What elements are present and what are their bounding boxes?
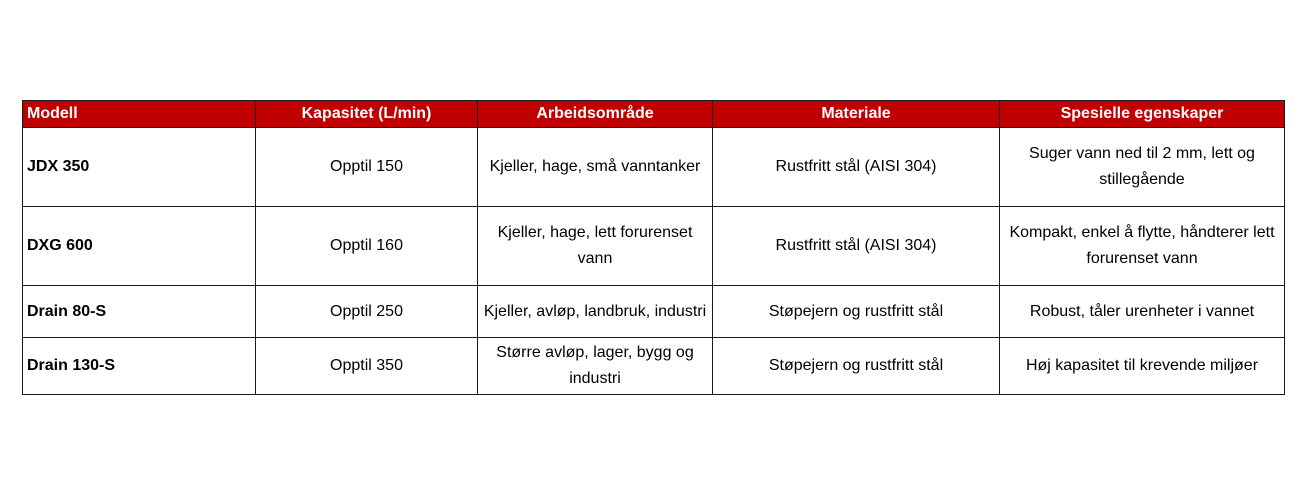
cell-capacity: Opptil 160 bbox=[256, 207, 478, 286]
cell-material: Støpejern og rustfritt stål bbox=[713, 286, 1000, 338]
cell-special-features: Suger vann ned til 2 mm, lett og stillegående bbox=[1000, 128, 1285, 207]
cell-material: Rustfritt stål (AISI 304) bbox=[713, 128, 1000, 207]
comparison-table-container bbox=[22, 100, 1284, 395]
cell-work-area: Kjeller, hage, lett forurenset vann bbox=[478, 207, 713, 286]
cell-special-features: Høj kapasitet til krevende miljøer bbox=[1000, 338, 1285, 395]
cell-model: Drain 80-S bbox=[23, 286, 256, 338]
pump-comparison-table bbox=[22, 100, 1285, 395]
cell-material: Støpejern og rustfritt stål bbox=[713, 338, 1000, 395]
cell-capacity: Opptil 150 bbox=[256, 128, 478, 207]
header-model: Modell bbox=[23, 101, 256, 128]
cell-model: DXG 600 bbox=[23, 207, 256, 286]
table-row bbox=[23, 128, 1285, 207]
cell-special-features: Robust, tåler urenheter i vannet bbox=[1000, 286, 1285, 338]
cell-model: JDX 350 bbox=[23, 128, 256, 207]
table-row bbox=[23, 207, 1285, 286]
cell-work-area: Kjeller, avløp, landbruk, industri bbox=[478, 286, 713, 338]
header-special-features: Spesielle egenskaper bbox=[1000, 101, 1285, 128]
cell-material: Rustfritt stål (AISI 304) bbox=[713, 207, 1000, 286]
header-material: Materiale bbox=[713, 101, 1000, 128]
cell-special-features: Kompakt, enkel å flytte, håndterer lett forurenset vann bbox=[1000, 207, 1285, 286]
cell-model: Drain 130-S bbox=[23, 338, 256, 395]
table-header-row bbox=[23, 101, 1285, 128]
header-capacity: Kapasitet (L/min) bbox=[256, 101, 478, 128]
cell-work-area: Større avløp, lager, bygg og industri bbox=[478, 338, 713, 395]
cell-work-area: Kjeller, hage, små vanntanker bbox=[478, 128, 713, 207]
table-row bbox=[23, 338, 1285, 395]
header-work-area: Arbeidsområde bbox=[478, 101, 713, 128]
table-row bbox=[23, 286, 1285, 338]
cell-capacity: Opptil 250 bbox=[256, 286, 478, 338]
cell-capacity: Opptil 350 bbox=[256, 338, 478, 395]
